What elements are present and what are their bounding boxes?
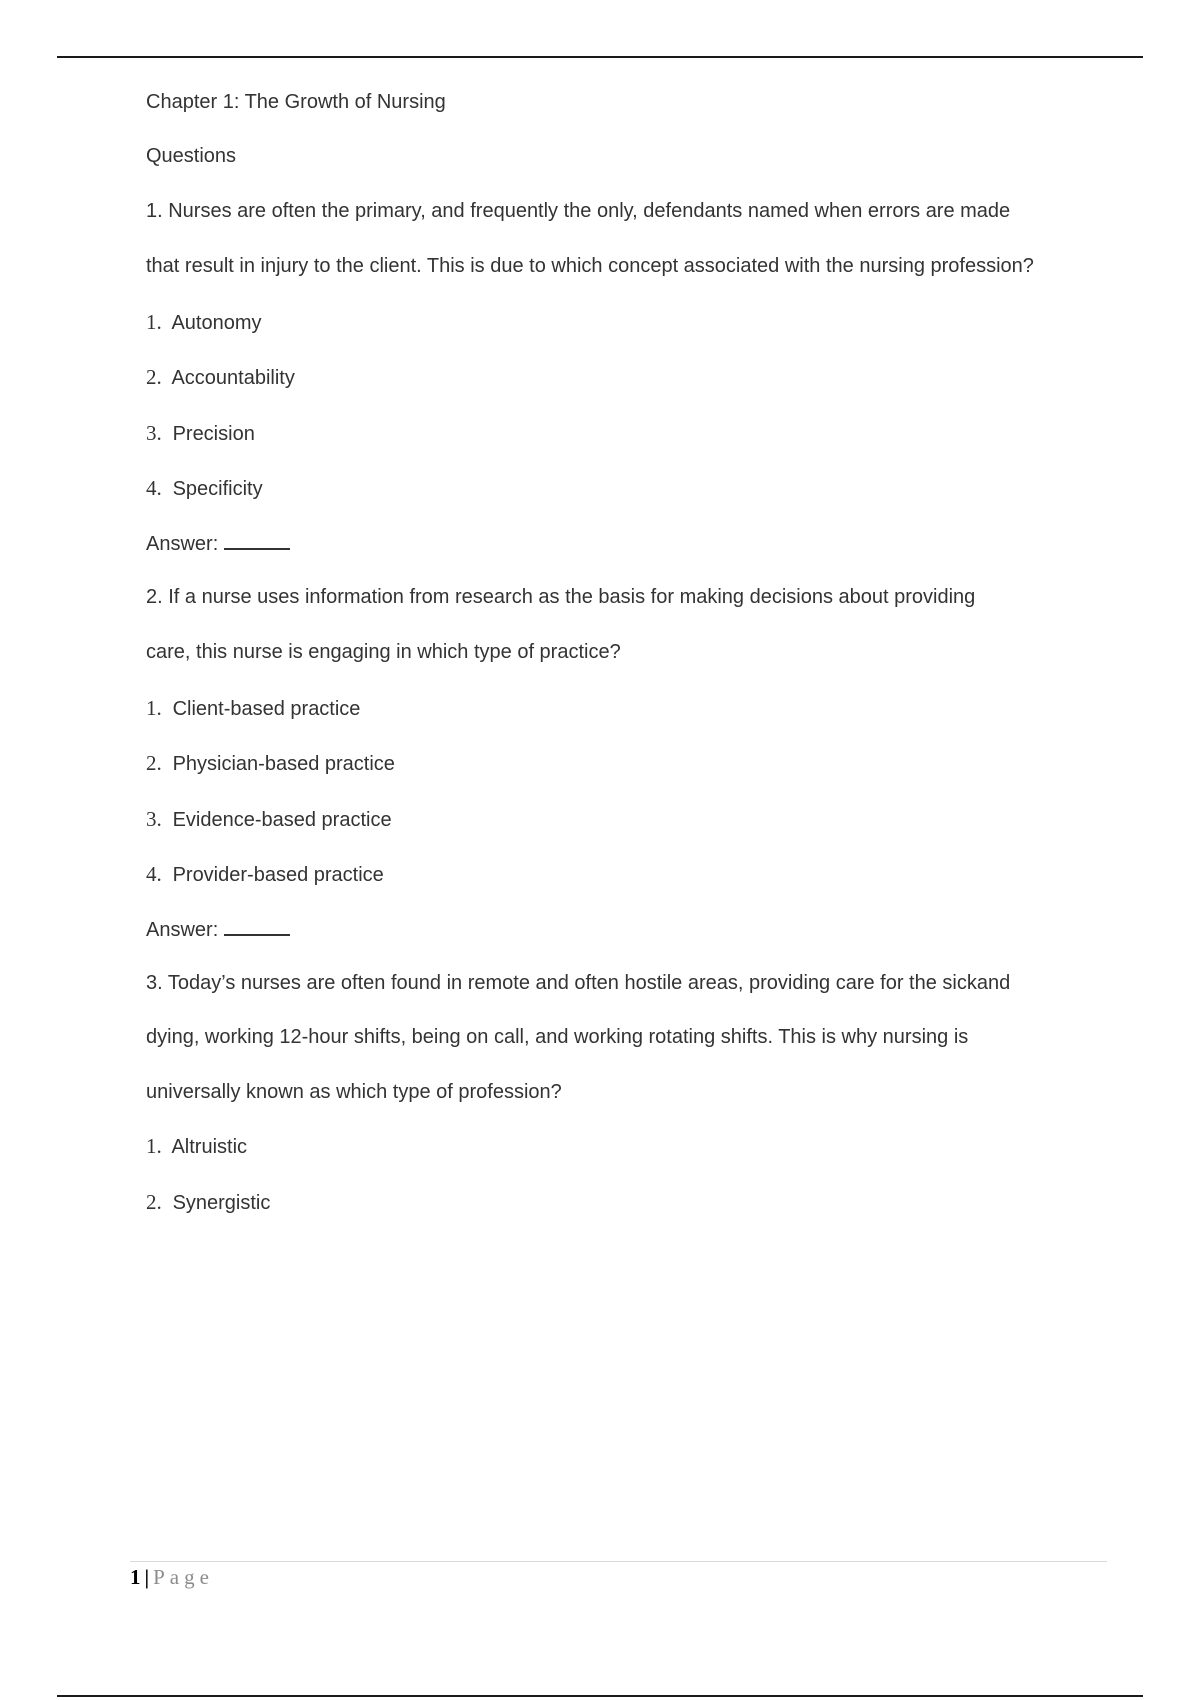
- option-text: Provider-based practice: [172, 864, 384, 886]
- page-word: Page: [153, 1565, 214, 1589]
- answer-option: [146, 365, 295, 390]
- option-number: 3.: [146, 807, 167, 831]
- answer-option: [146, 310, 262, 335]
- option-number: 4.: [146, 862, 167, 886]
- answer-label: Answer:: [146, 919, 219, 941]
- question-stem-line: 2. If a nurse uses information from research as the basis for making decisions about providing: [146, 586, 976, 608]
- footer-rule: [130, 1561, 1107, 1562]
- answer-blank[interactable]: [224, 916, 290, 936]
- answer-option: [146, 862, 384, 887]
- answer-option: [146, 1190, 270, 1215]
- bottom-rule: [57, 1695, 1143, 1697]
- question-stem-line: 1. Nurses are often the primary, and frequently the only, defendants named when errors are made: [146, 200, 1011, 222]
- answer-option: [146, 696, 360, 721]
- option-number: 1.: [146, 310, 167, 334]
- answer-line: [146, 530, 290, 556]
- section-heading: Questions: [146, 145, 237, 167]
- option-number: 2.: [146, 751, 167, 775]
- option-number: 3.: [146, 421, 167, 445]
- option-text: Autonomy: [171, 312, 262, 334]
- answer-line: [146, 916, 290, 942]
- page-footer: [130, 1565, 214, 1589]
- answer-option: [146, 476, 263, 501]
- answer-option: [146, 1134, 247, 1159]
- option-number: 4.: [146, 476, 167, 500]
- question-stem-line: 3. Today’s nurses are often found in remote and often hostile areas, providing care for the sickand: [146, 972, 1011, 994]
- question-stem-line: universally known as which type of profession?: [146, 1081, 562, 1103]
- option-text: Physician-based practice: [172, 753, 395, 775]
- option-number: 1.: [146, 696, 167, 720]
- question-stem-line: care, this nurse is engaging in which type of practice?: [146, 641, 621, 663]
- answer-label: Answer:: [146, 533, 219, 555]
- footer-separator: |: [144, 1565, 150, 1589]
- answer-option: [146, 421, 255, 446]
- option-text: Synergistic: [172, 1192, 271, 1214]
- answer-option: [146, 751, 395, 776]
- option-number: 1.: [146, 1134, 167, 1158]
- option-number: 2.: [146, 365, 167, 389]
- option-text: Specificity: [172, 478, 263, 500]
- top-rule: [57, 56, 1143, 58]
- option-text: Precision: [172, 423, 255, 445]
- answer-option: [146, 807, 392, 832]
- chapter-title: Chapter 1: The Growth of Nursing: [146, 91, 446, 113]
- option-text: Altruistic: [171, 1136, 248, 1158]
- page-number: 1: [130, 1565, 141, 1589]
- option-number: 2.: [146, 1190, 167, 1214]
- option-text: Evidence-based practice: [172, 809, 392, 831]
- option-text: Accountability: [171, 367, 295, 389]
- option-text: Client-based practice: [172, 698, 361, 720]
- question-stem-line: dying, working 12-hour shifts, being on call, and working rotating shifts. This is why nursing is: [146, 1026, 969, 1048]
- answer-blank[interactable]: [224, 530, 290, 550]
- question-stem-line: that result in injury to the client. This is due to which concept associated with the nursing profession?: [146, 255, 1034, 277]
